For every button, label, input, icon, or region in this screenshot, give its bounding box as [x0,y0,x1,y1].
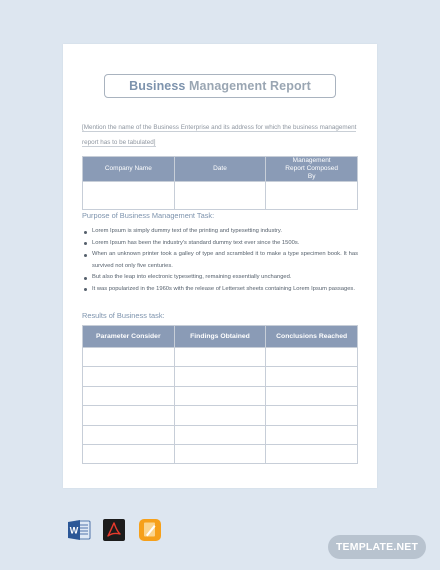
pages-icon[interactable] [138,518,162,542]
word-icon[interactable] [67,518,91,542]
table-cell [266,182,358,210]
table-cell [83,406,175,425]
title-part-management-report: Management Report [189,79,311,93]
table-row [83,367,358,386]
table-cell [174,406,266,425]
table-cell [83,444,175,463]
document-title [104,74,336,98]
title-part-business: Business [129,79,186,93]
table-cell [266,444,358,463]
header-findings-obtained: Findings Obtained [174,326,266,348]
table-cell [83,386,175,405]
results-table [82,325,358,464]
table-cell [174,425,266,444]
table-row [83,386,358,405]
list-item: Lorem Ipsum is simply dummy text of the printing and typesetting industry. [82,226,358,238]
table-cell [266,367,358,386]
header-company-name: Company Name [83,157,175,182]
table-cell [266,386,358,405]
list-item: Lorem Ipsum has been the industry's standard dummy text ever since the 1500s. [82,238,358,250]
table-cell [266,406,358,425]
table-cell [174,386,266,405]
list-item: It was popularized in the 1960s with the release of Letterset sheets containing Lorem Ipsum passages. [82,284,358,296]
table-cell [83,367,175,386]
table-cell [266,348,358,367]
table-row [83,444,358,463]
header-parameter-consider: Parameter Consider [83,326,175,348]
results-heading: Results of Business task: [82,311,165,320]
mention-instruction [82,120,358,150]
purpose-heading: Purpose of Business Management Task: [82,211,215,220]
table-row [83,182,358,210]
table-header-row [83,326,358,348]
table-header-row [83,157,358,182]
table-cell [174,444,266,463]
list-item: But also the leap into electronic typesetting, remaining essentially unchanged. [82,272,358,284]
table-cell [83,348,175,367]
table-cell [83,425,175,444]
svg-text:W: W [69,525,79,536]
table-row [83,406,358,425]
pdf-icon[interactable] [102,518,126,542]
table-cell [174,367,266,386]
header-conclusions-reached: Conclusions Reached [266,326,358,348]
table-row [83,425,358,444]
company-info-table [82,156,358,210]
purpose-bullet-list [82,226,358,295]
table-cell [83,182,175,210]
list-item: When an unknown printer took a galley of type and scrambled it to make a type specimen book. It has survived not only five centuries. [82,249,358,272]
table-cell [174,348,266,367]
template-net-badge[interactable]: TEMPLATE.NET [328,535,426,559]
table-cell [174,182,266,210]
header-composed-by: Management Report Composed By [266,157,358,182]
table-row [83,348,358,367]
header-date: Date [174,157,266,182]
mention-line-1: [Mention the name of the Business Enterprise and its address for which the business management [82,124,357,131]
document-page [63,44,377,488]
mention-line-2: report has to be tabulated] [82,139,156,146]
table-cell [266,425,358,444]
